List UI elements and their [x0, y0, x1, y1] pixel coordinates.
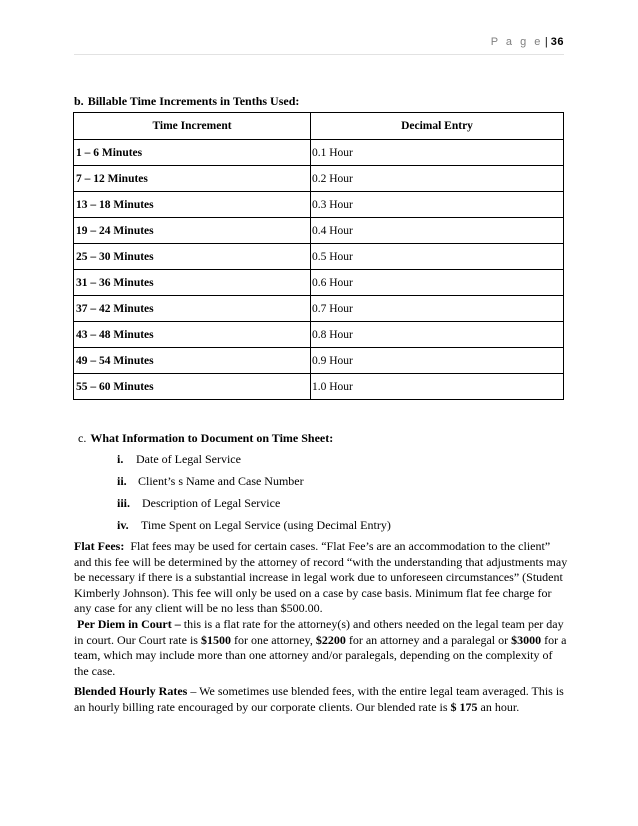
- flat-fees-text: Flat fees may be used for certain cases. “Flat Fee’s are an accommodation to the client” and this fee will be determined by the attorney of record “with the understanding that adjustments may be necessary if there is a substantial increase in legal work due to unforeseen circumstances” (Student Kimberly Johnson). This fee will only be used on a case by case basis. Minimum flat fee charge for any case for any client will be no less than $500.00.: [74, 539, 568, 616]
- increment-cell: 1 – 6 Minutes: [74, 140, 311, 166]
- per-diem-rate-3: $3000: [511, 632, 542, 647]
- table-row: [74, 192, 564, 218]
- blended-label: Blended Hourly Rates: [74, 684, 188, 698]
- section-b-tag: b.: [74, 94, 84, 108]
- list-numeral: iii.: [117, 496, 131, 510]
- decimal-cell: 1.0 Hour: [311, 374, 564, 400]
- list-numeral: ii.: [117, 474, 127, 488]
- header-rule: [74, 54, 564, 55]
- table-header-row: [74, 113, 564, 140]
- table-row: [74, 140, 564, 166]
- per-diem-text-4: for a team, which may include more than one attorney and/or paralegals, depending on the complexity of the case.: [74, 632, 567, 678]
- increment-cell: 49 – 54 Minutes: [74, 348, 311, 374]
- table-row: [74, 244, 564, 270]
- list-text: Description of Legal Service: [142, 496, 281, 510]
- section-c-title: What Information to Document on Time Sheet:: [90, 431, 334, 445]
- list-numeral: i.: [117, 452, 124, 466]
- increment-cell: 7 – 12 Minutes: [74, 166, 311, 192]
- page-number: 36: [550, 36, 564, 48]
- list-text: Client’s s Name and Case Number: [138, 474, 304, 488]
- decimal-cell: 0.5 Hour: [311, 244, 564, 270]
- list-text: Date of Legal Service: [136, 452, 241, 466]
- table-row: [74, 374, 564, 400]
- flat-fees-label: Flat Fees:: [74, 539, 125, 553]
- increment-cell: 13 – 18 Minutes: [74, 192, 311, 218]
- decimal-cell: 0.2 Hour: [311, 166, 564, 192]
- time-increment-table: [73, 112, 564, 400]
- list-item: [117, 518, 391, 533]
- table-row: [74, 348, 564, 374]
- increment-cell: 37 – 42 Minutes: [74, 296, 311, 322]
- section-c-tag: c.: [78, 431, 87, 445]
- increment-cell: 43 – 48 Minutes: [74, 322, 311, 348]
- per-diem-rate-2: $2200: [315, 632, 346, 647]
- per-diem-label: Per Diem in Court –: [77, 617, 181, 631]
- per-diem-text-3: for an attorney and a paralegal or: [348, 632, 509, 647]
- per-diem-text-1: this is a flat rate for the attorney(s) and others needed on the legal team per day in court. Our Court rate is: [74, 617, 564, 647]
- decimal-cell: 0.4 Hour: [311, 218, 564, 244]
- blended-text-1: – We sometimes use blended fees, with the entire legal team averaged. This is an hourly billing rate encouraged by our corporate clients. Our blended rate is: [74, 684, 564, 714]
- decimal-cell: 0.1 Hour: [311, 140, 564, 166]
- blended-rate: $ 175: [450, 699, 478, 714]
- page-label: P a g e: [490, 36, 543, 48]
- table-row: [74, 218, 564, 244]
- list-item: [117, 474, 304, 489]
- decimal-cell: 0.8 Hour: [311, 322, 564, 348]
- increment-cell: 19 – 24 Minutes: [74, 218, 311, 244]
- list-item: [117, 452, 241, 467]
- per-diem-paragraph: [74, 617, 568, 679]
- flat-fees-paragraph: [74, 539, 568, 617]
- increment-cell: 25 – 30 Minutes: [74, 244, 311, 270]
- section-c-heading: [78, 431, 333, 446]
- decimal-cell: 0.9 Hour: [311, 348, 564, 374]
- table-row: [74, 166, 564, 192]
- per-diem-text-2: for one attorney,: [233, 632, 313, 647]
- list-item: [117, 496, 280, 511]
- increment-cell: 31 – 36 Minutes: [74, 270, 311, 296]
- list-text: Time Spent on Legal Service (using Decimal Entry): [141, 518, 391, 532]
- page-header: [491, 36, 564, 48]
- section-b-title: Billable Time Increments in Tenths Used:: [87, 94, 300, 108]
- table-row: [74, 270, 564, 296]
- page-separator: |: [544, 36, 548, 48]
- decimal-cell: 0.3 Hour: [311, 192, 564, 218]
- section-b-heading: [74, 94, 299, 109]
- blended-text-2: an hour.: [480, 699, 520, 714]
- table-row: [74, 322, 564, 348]
- blended-rates-paragraph: [74, 684, 568, 715]
- increment-cell: 55 – 60 Minutes: [74, 374, 311, 400]
- list-numeral: iv.: [117, 518, 129, 532]
- table-row: [74, 296, 564, 322]
- per-diem-rate-1: $1500: [200, 632, 231, 647]
- column-header-time-increment: Time Increment: [74, 113, 311, 140]
- column-header-decimal-entry: Decimal Entry: [311, 113, 564, 140]
- decimal-cell: 0.6 Hour: [311, 270, 564, 296]
- decimal-cell: 0.7 Hour: [311, 296, 564, 322]
